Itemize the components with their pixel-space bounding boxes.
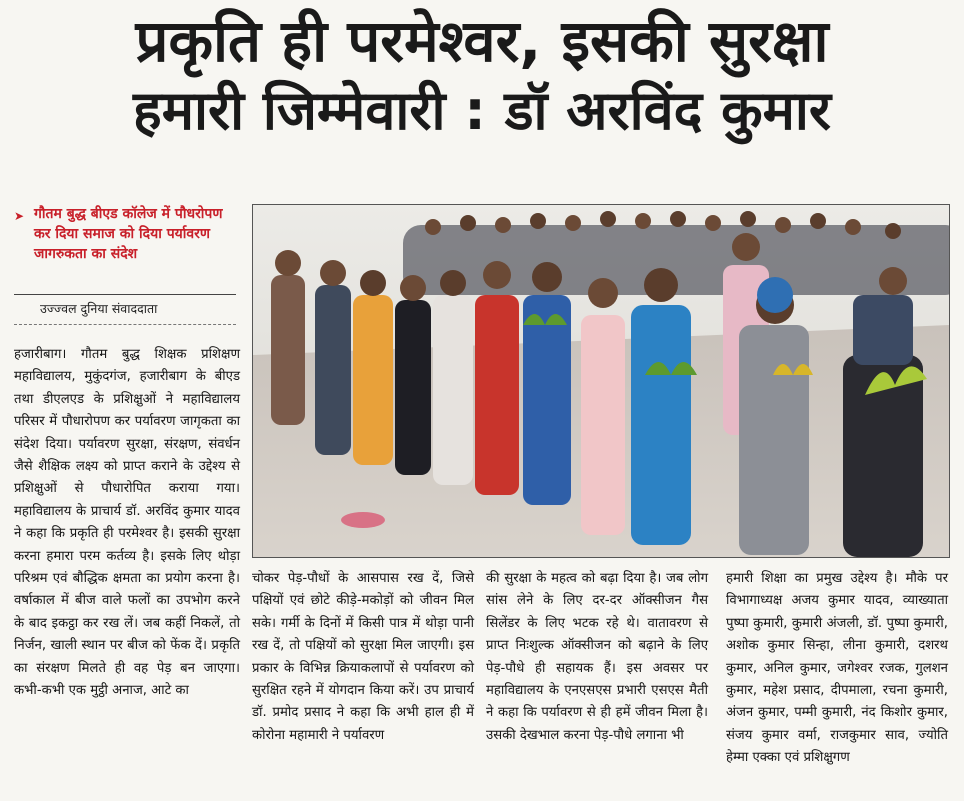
news-photo	[252, 204, 950, 558]
article-column-1	[14, 344, 240, 703]
group-photo-image	[253, 205, 949, 557]
headline-line-1: प्रकृति ही परमेश्वर, इसकी सुरक्षा	[135, 7, 829, 75]
article-column-2	[252, 568, 474, 747]
headline	[0, 6, 964, 146]
byline: उज्ज्वल दुनिया संवाददाता	[40, 301, 158, 316]
divider	[14, 294, 236, 295]
divider	[14, 324, 236, 325]
arrow-icon: ➤	[14, 209, 25, 223]
column-text: की सुरक्षा के महत्व को बढ़ा दिया है। जब लोग सांस लेने के लिए दर-दर ऑक्सीजन गैस सिलेंडर के लिए भटक रहे थे। वातावरण से प्राप्त निःशुल्क ऑक्सीजन को बढ़ाने के लिए पेड़-पौधे ही सहायक हैं। इस अवसर पर महाविद्यालय के एनएसएस प्रभारी एसएस मैती ने कहा कि पर्यावरण से ही हमें जीवन मिला है। उसकी देखभाल करना पेड़-पौधे लगाना भी	[486, 571, 708, 743]
headline-line-2: हमारी जिम्मेवारी : डॉ अरविंद कुमार	[133, 79, 831, 142]
column-text: हमारी शिक्षा का प्रमुख उद्देश्य है। मौके पर विभागाध्यक्ष अजय कुमार यादव, व्याख्याता पुष्पा कुमारी, कुमारी अंजली, डॉ. पुष्पा कुमारी, अशोक कुमार सिन्हा, लीना कुमारी, दशरथ कुमार, अनिल कुमार, जगेश्वर रजक, गुलशन कुमार, महेश प्रसाद, दीपमाला, रचना कुमारी, अंजन कुमार, पम्मी कुमारी, नंद किशोर कुमार, संजय कुमार वर्मा, राजकुमार साव, ज्योति हेम्मा एक्का एवं प्रशिक्षुगण	[726, 571, 948, 766]
subheading-text: गौतम बुद्ध बीएड कॉलेज में पौधरोपण कर दिया समाज को दिया पर्यावरण जागरुकता का संदेश	[34, 206, 223, 262]
column-text: हजारीबाग। गौतम बुद्ध शिक्षक प्रशिक्षण महाविद्यालय, मुकुंदगंज, हजारीबाग के बीएड तथा डीएलएड के प्रशिक्षुओं ने महाविद्यालय परिसर में पौधारोपण कर पर्यावरण जागृकता का संदेश दिया। पर्यावरण सुरक्षा, संरक्षण, संवर्धन जैसे शैक्षिक लक्ष्य को प्राप्त कराने के उद्देश्य से प्रशिक्षुओं से पौधारोपित कराया गया। महाविद्यालय के प्राचार्य डॉ. अरविंद कुमार यादव ने कहा कि प्रकृति ही परमेश्वर है। इसकी सुरक्षा करना हमारा परम कर्तव्य है। इसके लिए थोड़ा परिश्रम एवं बौद्धिक क्षमता का प्रयोग करना है। वर्षाकाल में बीज वाले फलों का उपभोग करने के बाद इकट्ठा कर रख लें। जब कहीं निकलें, तो निर्जन, खाली स्थान पर बीज को फेंक दें। प्रकृति का संरक्षण मिलते ही वह पेड़ बन जाएगा। कभी-कभी एक मुट्ठी अनाज, आटे का	[14, 347, 240, 699]
article-column-3	[486, 568, 708, 747]
subheading	[14, 204, 236, 264]
article-column-4	[726, 568, 948, 770]
column-text: चोकर पेड़-पौधों के आसपास रख दें, जिसे पक्षियों एवं छोटे कीड़े-मकोड़ों को जीवन मिल सके। गर्मी के दिनों में किसी पात्र में थोड़ा पानी रख दें, तो पक्षियों को सुरक्षा मिल जाएगी। इस प्रकार के विभिन्न क्रियाकलापों से पर्यावरण को सुरक्षित रहने में योगदान किया करें। उप प्राचार्य डॉ. प्रमोद प्रसाद ने कहा कि अभी हाल ही में कोरोना महामारी ने पर्यावरण	[252, 571, 474, 743]
